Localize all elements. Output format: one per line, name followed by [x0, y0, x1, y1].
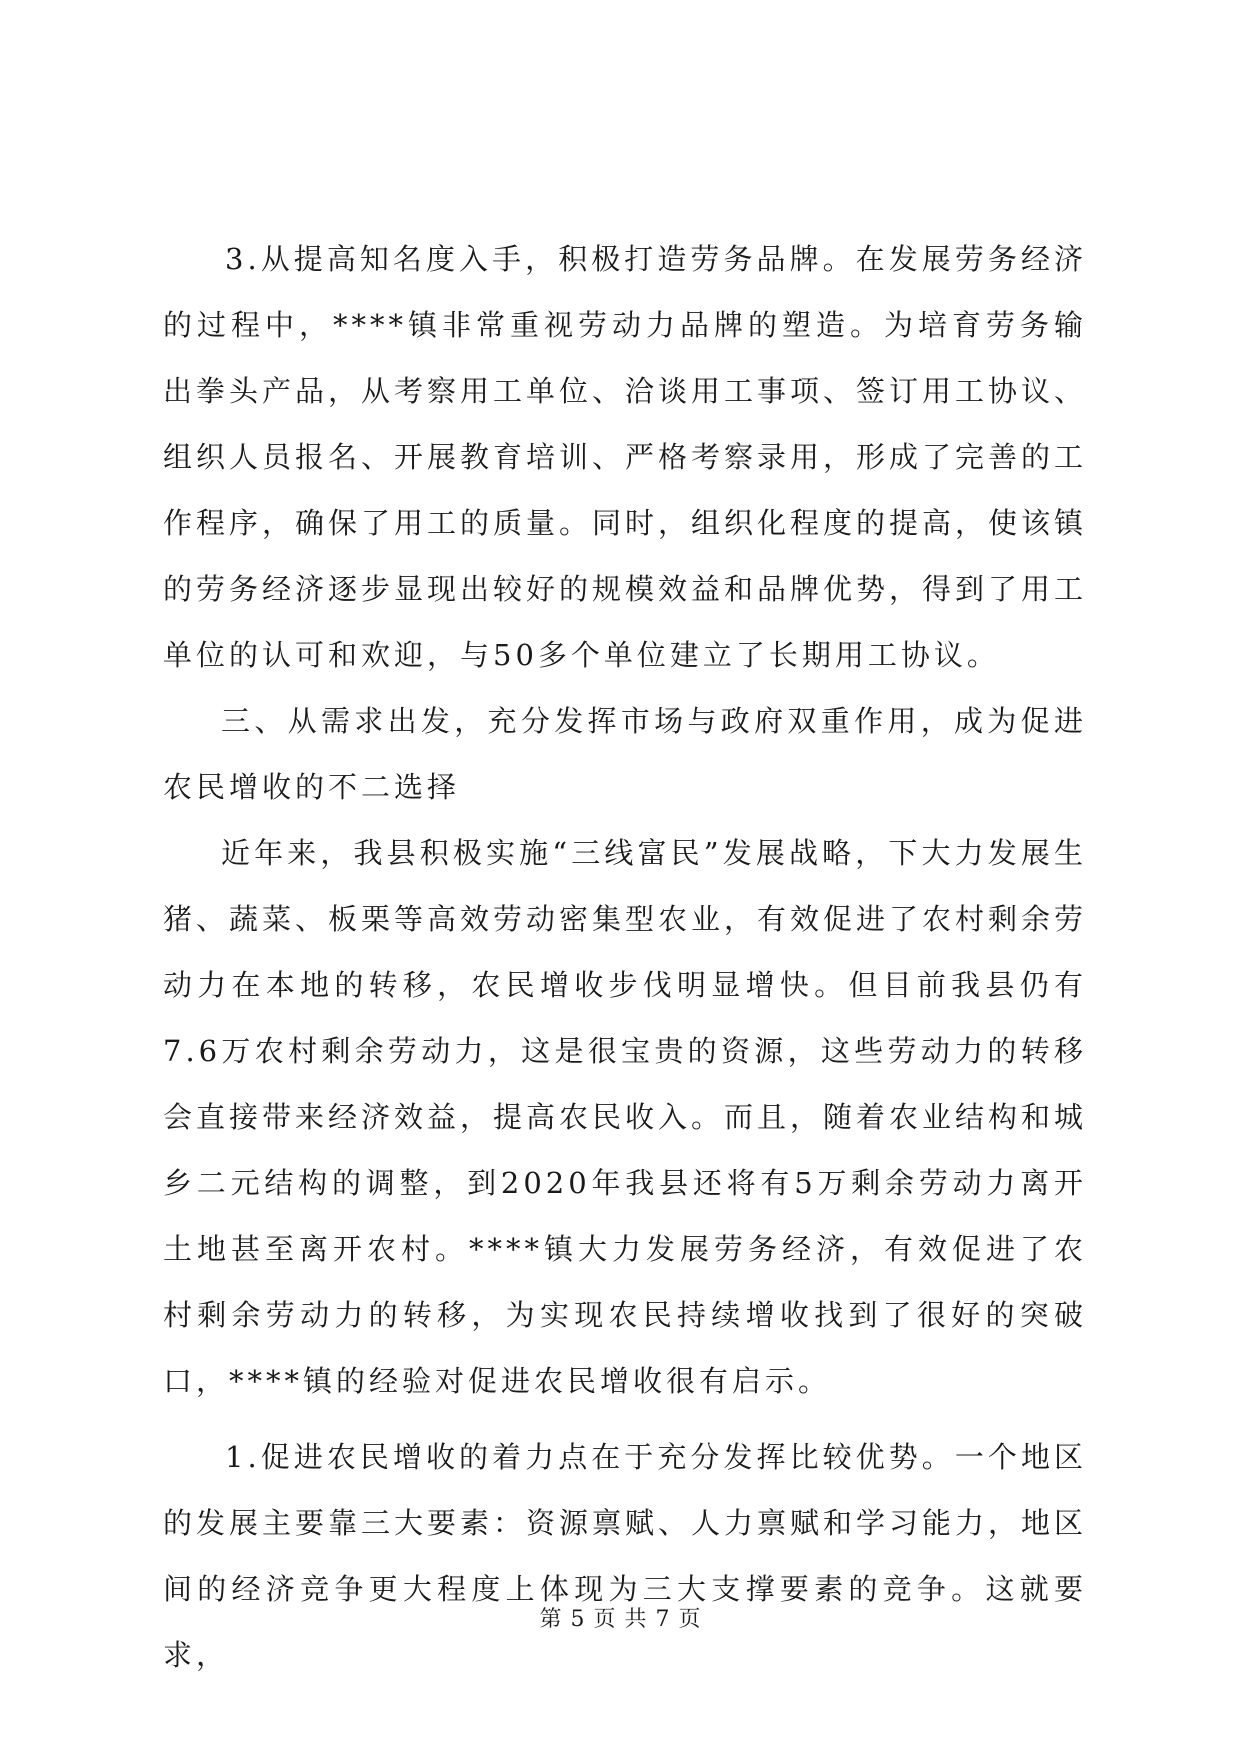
page-number-footer: 第 5 页 共 7 页: [539, 1607, 702, 1632]
section-heading-three: 三、从需求出发，充分发挥市场与政府双重作用，成为促进农民增收的不二选择: [163, 704, 1087, 804]
paragraph-comparative-advantage: 1.促进农民增收的着力点在于充分发挥比较优势。一个地区的发展主要靠三大要素：资源禀赋、人力禀赋和学习能力，地区间的经济竞争更大程度上体现为三大支撑要素的竞争。这就要求，: [163, 1440, 1088, 1672]
paragraph-brand-building: 3.从提高知名度入手，积极打造劳务品牌。在发展劳务经济的过程中，****镇非常重视劳动力品牌的塑造。为培育劳务输出拳头产品，从考察用工单位、洽谈用工事项、签订用工协议、组织人员报名、开展教育培训、严格考察录用，形成了完善的工作程序，确保了用工的质量。同时，组织化程度的提高，使该镇的劳务经济逐步显现出较好的规模效益和品牌优势，得到了用工单位的认可和欢迎，与50多个单位建立了长期用工协议。: [163, 242, 1088, 672]
page-body: [163, 226, 1087, 1688]
paragraph-county-overview: 近年来，我县积极实施“三线富民”发展战略，下大力发展生猪、蔬菜、板栗等高效劳动密集型农业，有效促进了农村剩余劳动力在本地的转移，农民增收步伐明显增快。但目前我县仍有7.6万农村剩余劳动力，这是很宝贵的资源，这些劳动力的转移会直接带来经济效益，提高农民收入。而且，随着农业结构和城乡二元结构的调整，到2020年我县还将有5万剩余劳动力离开土地甚至离开农村。****镇大力发展劳务经济，有效促进了农村剩余劳动力的转移，为实现农民持续增收找到了很好的突破口，****镇的经验对促进农民增收很有启示。: [163, 836, 1088, 1398]
